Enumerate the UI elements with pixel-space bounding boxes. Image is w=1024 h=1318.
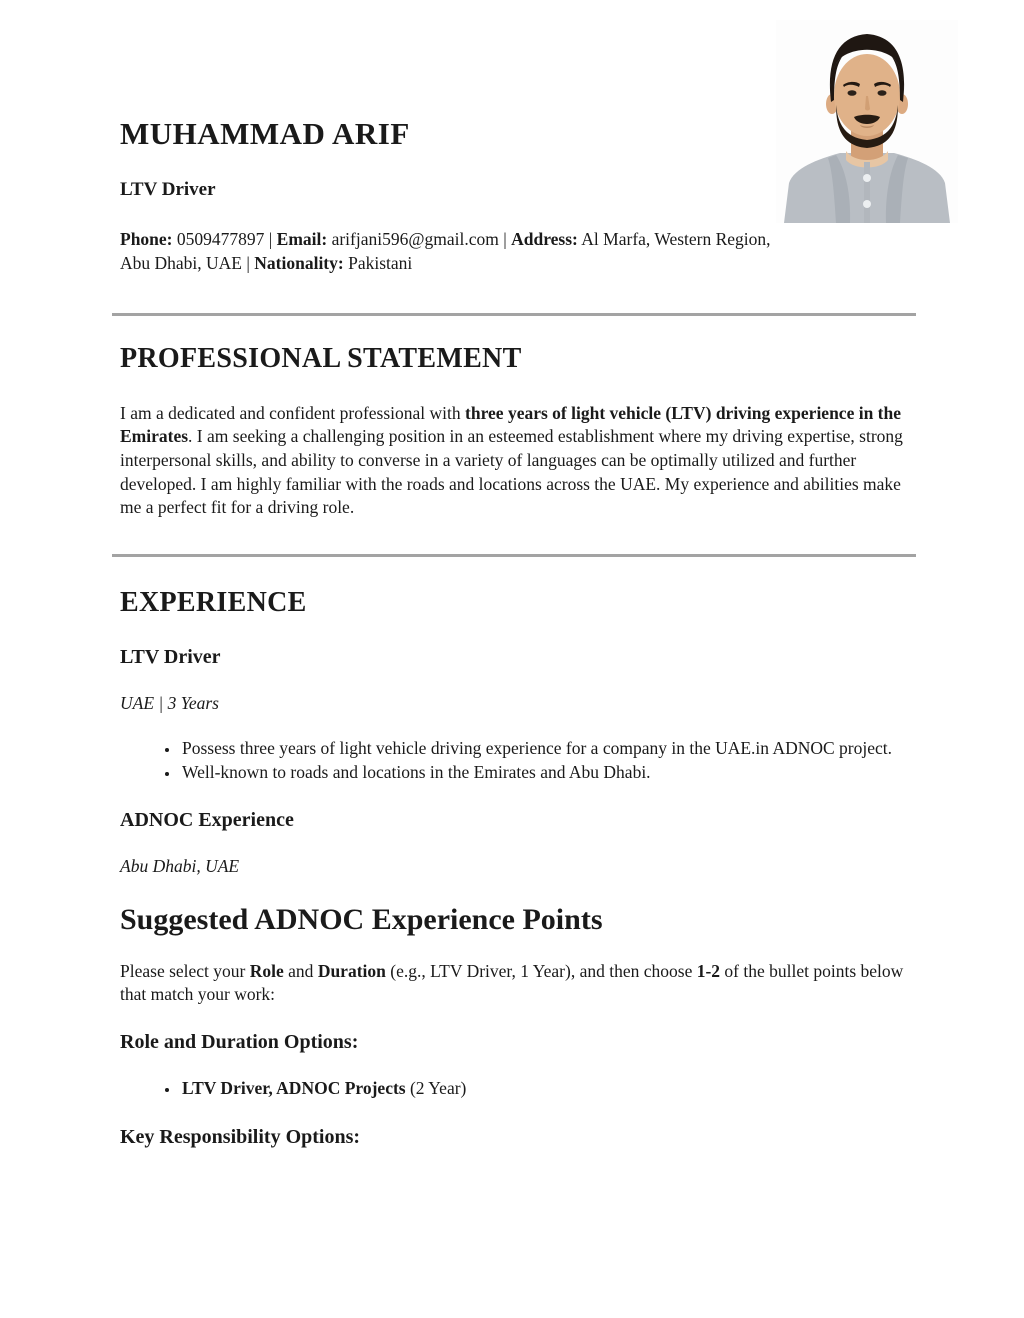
key-responsibility-heading: Key Responsibility Options:: [120, 1125, 361, 1148]
separator: |: [264, 228, 277, 249]
intro-bold-run: Role: [249, 960, 284, 981]
nationality-label: Nationality:: [254, 252, 344, 273]
role-bullet-bold: LTV Driver, ADNOC Projects: [182, 1077, 406, 1098]
experience-job-meta: UAE | 3 Years: [120, 693, 219, 714]
intro-run: of the bullet points below that match your work:: [120, 960, 904, 1005]
email-label: Email:: [276, 228, 328, 249]
experience-heading: EXPERIENCE: [120, 587, 307, 619]
professional-statement-heading: PROFESSIONAL STATEMENT: [120, 342, 522, 374]
candidate-title: LTV Driver: [120, 178, 216, 200]
intro-run: and: [283, 960, 318, 981]
role-bullet-rest: (2 Year): [405, 1077, 467, 1098]
role-duration-heading: Role and Duration Options:: [120, 1030, 359, 1053]
section-divider: [112, 554, 916, 557]
separator: |: [242, 252, 255, 273]
phone-value: 0509477897: [172, 228, 265, 249]
resume-content: [120, 0, 906, 1149]
candidate-name: MUHAMMAD ARIF: [120, 116, 410, 151]
role-duration-bullet: [180, 1077, 906, 1101]
nationality-value: Pakistani: [343, 252, 413, 273]
professional-statement-text: [120, 402, 906, 521]
intro-run: (e.g., LTV Driver, 1 Year), and then choose: [385, 960, 697, 981]
separator: |: [498, 228, 512, 249]
intro-bold-run: 1-2: [696, 960, 721, 981]
statement-bold-run: three years of light vehicle (LTV) driving experience in the Emirates: [120, 402, 902, 447]
adnoc-experience-title: ADNOC Experience: [120, 808, 294, 831]
statement-run: . I am seeking a challenging position in an esteemed establishment where my driving expertise, strong interpersonal skills, and ability to converse in a variety of languages can be optimally utilized and further developed. I am highly familiar with the roads and locations across the UAE. My experience and abilities make me a perfect fit for a driving role.: [120, 426, 903, 518]
contact-info: [120, 227, 906, 275]
section-divider: [112, 313, 916, 316]
address-value-line2: Abu Dhabi, UAE: [120, 252, 242, 273]
address-value-line1: Al Marfa, Western Region,: [577, 228, 771, 249]
experience-bullet: • Possess three years of light vehicle driving experience for a company in the UAE.in ADNOC project.: [180, 737, 906, 761]
suggested-points-intro: [120, 960, 906, 1007]
experience-job-title: LTV Driver: [120, 646, 221, 669]
phone-label: Phone:: [120, 228, 173, 249]
address-label: Address:: [511, 228, 578, 249]
suggested-points-heading: Suggested ADNOC Experience Points: [120, 902, 603, 936]
adnoc-experience-meta: Abu Dhabi, UAE: [120, 855, 240, 876]
statement-run: I am a dedicated and confident professional with: [120, 402, 466, 423]
role-duration-bullet-list: [120, 1077, 906, 1101]
experience-bullet: • Well-known to roads and locations in the Emirates and Abu Dhabi.: [180, 761, 906, 785]
intro-bold-run: Duration: [317, 960, 386, 981]
experience-bullet-list: [120, 737, 906, 784]
email-value: arifjani596@gmail.com: [327, 228, 499, 249]
intro-run: Please select your: [120, 960, 250, 981]
